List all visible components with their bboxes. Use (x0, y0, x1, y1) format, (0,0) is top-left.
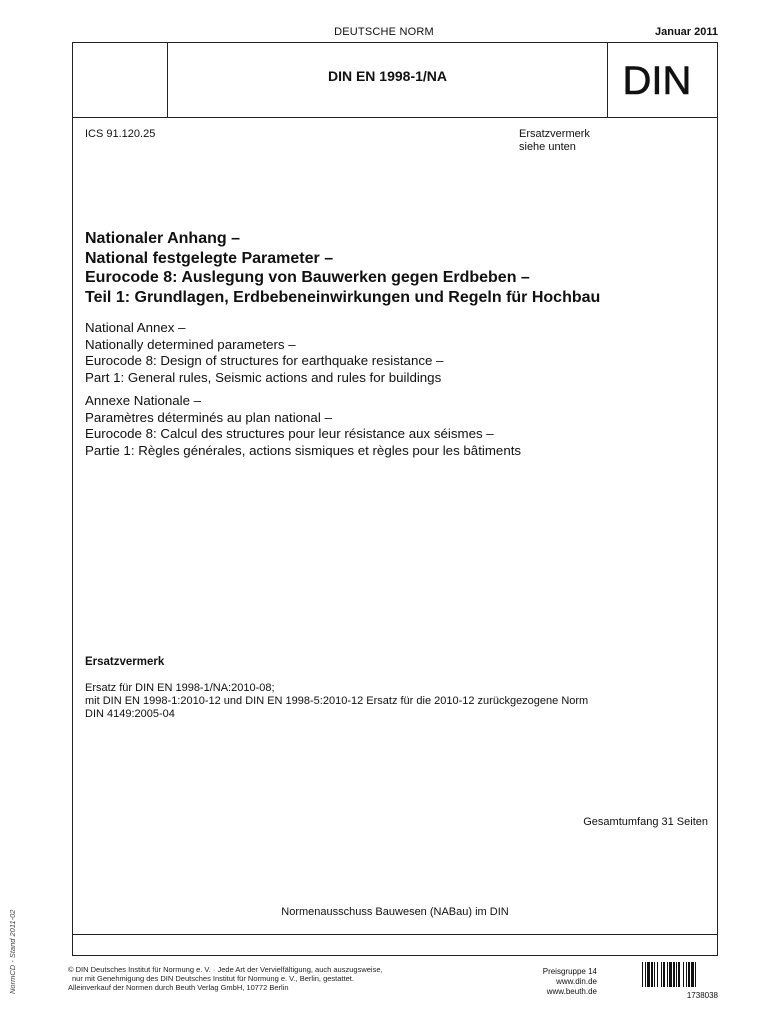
barcode-bar (686, 962, 687, 987)
copyright-line: nur mit Genehmigung des DIN Deutsches Institut für Normung e. V., Berlin, gestattet. (72, 974, 354, 983)
barcode-bar (673, 962, 675, 987)
copyright-notice (68, 965, 383, 992)
replacement-heading: Ersatzvermerk (85, 656, 165, 668)
ics-code: ICS 91.120.25 (85, 128, 156, 140)
barcode-bar (695, 962, 696, 987)
din-logo (620, 58, 694, 102)
barcode-bar (669, 962, 672, 987)
barcode-bar (678, 962, 680, 987)
barcode-number: 1738038 (686, 991, 718, 1000)
din-logo-text: DIN (622, 59, 692, 102)
replacement-body (85, 682, 588, 721)
replacement-line: DIN 4149:2005-04 (85, 708, 175, 720)
title-german (85, 229, 600, 307)
title-line: Eurocode 8: Design of structures for earthquake resistance – (85, 353, 444, 368)
copyright-line: © DIN Deutsches Institut für Normung e. V. · Jede Art der Vervielfältigung, auch auszugsweise, (68, 965, 383, 974)
barcode-bar (676, 962, 677, 987)
title-line: Eurocode 8: Calcul des structures pour leur résistance aux séismes – (85, 426, 494, 441)
barcode-bar (688, 962, 690, 987)
barcode-bar (691, 962, 694, 987)
title-line: Teil 1: Grundlagen, Erdbebeneinwirkungen und Regeln für Hochbau (85, 288, 601, 306)
title-line: National Annex – (85, 320, 186, 335)
issue-date: Januar 2011 (655, 26, 718, 38)
total-pages: Gesamtumfang 31 Seiten (583, 816, 708, 828)
replacement-line: mit DIN EN 1998-1:2010-12 und DIN EN 1998-5:2010-12 Ersatz für die 2010-12 zurückgezogene Norm (85, 695, 589, 707)
title-line: National festgelegte Parameter – (85, 249, 334, 267)
title-line: Part 1: General rules, Seismic actions and rules for buildings (85, 369, 442, 385)
document-number: DIN EN 1998-1/NA (327, 68, 448, 84)
title-line: Nationally determined parameters – (85, 336, 296, 352)
title-french (85, 393, 521, 459)
barcode-bar (661, 962, 662, 987)
norm-label: DEUTSCHE NORM (334, 26, 434, 38)
barcode-bar (654, 962, 655, 987)
barcode-bar (657, 962, 658, 987)
title-line: Eurocode 8: Auslegung von Bauwerken gegen Erdbeben – (85, 269, 530, 286)
replacement-line: Ersatz für DIN EN 1998-1/NA:2010-08; (85, 682, 275, 694)
committee: Normenausschuss Bauwesen (NABau) im DIN (281, 906, 509, 918)
frame-bottom-divider (72, 934, 718, 935)
website-beuth: www.beuth.de (546, 987, 597, 996)
barcode-bar (645, 962, 646, 987)
barcode-bar (647, 962, 650, 987)
barcode-bar (642, 962, 643, 987)
title-line: Paramètres déterminés au plan national – (85, 409, 332, 425)
barcode-bar (683, 962, 684, 987)
header-divider-right (607, 42, 608, 118)
replacement-note-line: Ersatzvermerk (519, 128, 590, 140)
title-line: Nationaler Anhang – (85, 230, 240, 247)
website-din: www.din.de (556, 977, 597, 986)
barcode-bar (651, 962, 653, 987)
replacement-note-line: siehe unten (519, 141, 576, 153)
price-info (535, 967, 597, 997)
title-english (85, 320, 443, 386)
copyright-line: Alleinverkauf der Normen durch Beuth Verlag GmbH, 10772 Berlin (68, 983, 289, 992)
title-line: Annexe Nationale – (85, 393, 202, 408)
barcode-bar (667, 962, 668, 987)
side-stamp: NormCD - Stand 2011-02 (8, 909, 17, 994)
barcode-bar (663, 962, 665, 987)
barcode (642, 962, 718, 987)
title-line: Partie 1: Règles générales, actions sismiques et règles pour les bâtiments (85, 442, 522, 458)
price-group: Preisgruppe 14 (542, 967, 597, 976)
replacement-note (519, 128, 590, 154)
